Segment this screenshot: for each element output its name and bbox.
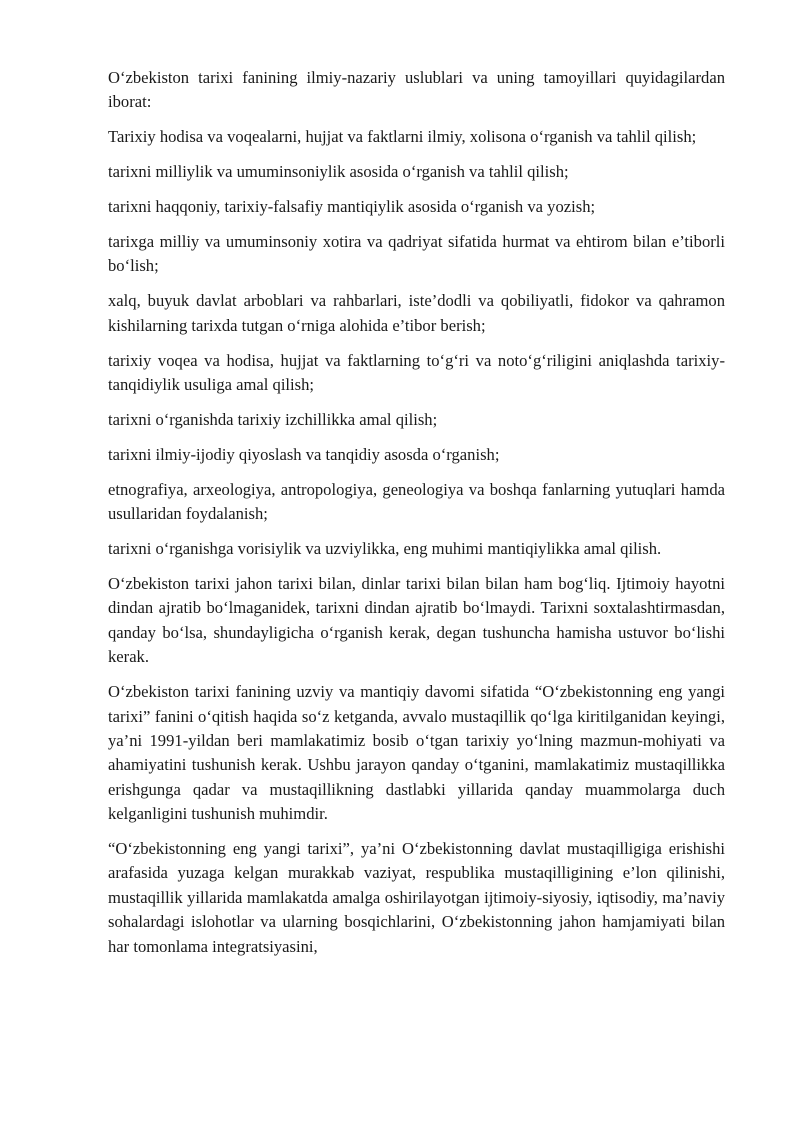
list-item: tarixga milliy va umuminsoniy xotira va qadriyat sifatida hurmat va ehtirom bilan e’tiborli bo‘lish; [108, 232, 725, 276]
list-item: tarixni milliylik va umuminsoniylik asosida o‘rganish va tahlil qilish; [108, 162, 569, 182]
paragraph-intro: O‘zbekiston tarixi fanining ilmiy-nazariy uslublari va uning tamoyillari quyidagilardan iborat: [108, 68, 725, 112]
list-item: tarixni ilmiy-ijodiy qiyoslash va tanqidiy asosda o‘rganish; [108, 444, 500, 464]
paragraph: O‘zbekiston tarixi fanining uzviy va mantiqiy davomi sifatida “O‘zbekistonning eng yangi tarixi” fanini o‘qitish haqida so‘z ketganda, avvalo mustaqillik qo‘lga kiritilganidan keyingi, ya’ni 1991-yildan beri mamlakatimiz bosib o‘tgan tarixiy yo‘lning mazmun-mohiyati va ahamiyatini tushunish kerak. Ushbu jarayon qanday o‘tganini, mamlakatimiz mustaqillikka erishgunga qadar va mustaqillikning dastlabki yillarida qanday muammolarga duch kelganligini tushunish muhimdir. [108, 682, 725, 824]
paragraph: O‘zbekiston tarixi jahon tarixi bilan, dinlar tarixi bilan bilan ham bog‘liq. Ijtimoiy hayotni dindan ajratib bo‘lmaganidek, tarixni dindan ajratib bo‘lmaydi. Tarixni soxtalashtirmasdan, qanday bo‘lsa, shundayligicha o‘rganish kerak, degan tushuncha hamisha ustuvor bo‘lishi kerak. [108, 574, 725, 667]
list-item: xalq, buyuk davlat arboblari va rahbarlari, iste’dodli va qobiliyatli, fidokor va qahramon kishilarning tarixda tutgan o‘rniga alohida e’tibor berish; [108, 291, 725, 335]
list-item: etnografiya, arxeologiya, antropologiya, geneologiya va boshqa fanlarning yutuqlari hamda usullaridan foydalanish; [108, 479, 725, 524]
list-item: tarixni o‘rganishga vorisiylik va uzviylikka, eng muhimi mantiqiylikka amal qilish. [108, 539, 662, 559]
paragraph: “O‘zbekistonning eng yangi tarixi”, ya’ni O‘zbekistonning davlat mustaqilligiga erishishi arafasida yuzaga kelgan murakkab vaziyat, respublika mustaqilligining e’lon qilinishi, mustaqillik yillarida mamlakatda amalga oshirilayotgan ijtimoiy-siyosiy, iqtisodiy, ma’naviy sohalardagi islohotlar va ularning bosqichlarini, O‘zbekistonning jahon hamjamiyati bilan har tomonlama integratsiyasini, [108, 839, 725, 956]
list-item: tarixni haqqoniy, tarixiy-falsafiy mantiqiylik asosida o‘rganish va yozish; [108, 197, 596, 217]
list-item: Tarixiy hodisa va voqealarni, hujjat va faktlarni ilmiy, xolisona o‘rganish va tahlil qilish; [108, 127, 697, 147]
list-item: tarixni o‘rganishda tarixiy izchillikka amal qilish; [108, 409, 438, 429]
document-body [108, 66, 725, 970]
list-item: tarixiy voqea va hodisa, hujjat va faktlarning to‘g‘ri va noto‘g‘riligini aniqlashda tarixiy-tanqidiylik usuliga amal qilish; [108, 350, 725, 395]
